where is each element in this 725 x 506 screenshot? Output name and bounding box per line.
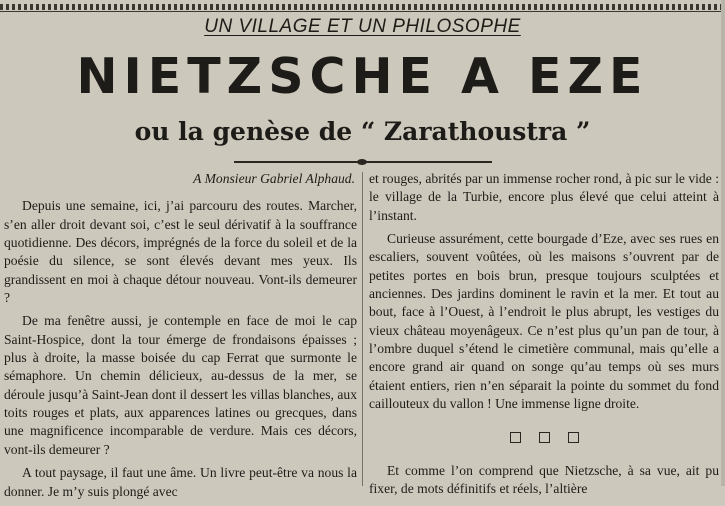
kicker-heading [0, 16, 725, 38]
paragraph: A tout paysage, il faut une âme. Un livre peut-être va nous la donner. Je m’y suis plongé avec [4, 465, 357, 499]
paragraph: Et comme l’on comprend que Nietzsche, à sa vue, ait pu fixer, de mots définitifs et réels, l’altière [369, 462, 719, 497]
ornament-center-dot [357, 159, 367, 165]
section-break-ornament [369, 427, 719, 445]
top-decorative-rule [0, 4, 725, 10]
paragraph: Depuis une semaine, ici, j’ai parcouru des routes. Marcher, s’en aller droit devant soi, c’est le seul dérivatif à la souffrance quotidienne. Des décors, imprégnés de la force du soleil et de la poésie du silence, se sont élevés devant mes yeux. Ils grandissent en moi à chaque détour nouveau. Vont-ils demeurer ? [4, 198, 357, 306]
page-edge [721, 0, 725, 486]
paragraph: et rouges, abrités par un immense rocher rond, à pic sur le vide : le village de la Turbie, encore plus élevé que celui atteint à l’instant. [369, 171, 719, 223]
square-ornament-icon [539, 432, 550, 443]
dedication: A Monsieur Gabriel Alphaud. [193, 171, 355, 186]
kicker-text: UN VILLAGE ET UN PHILOSOPHE [204, 16, 521, 37]
headline: NIETZSCHE A EZE [76, 48, 649, 105]
title-ornament-divider [234, 159, 492, 165]
article-column-left [4, 170, 357, 506]
paragraph: De ma fenêtre aussi, je contemple en face de moi le cap Saint-Hospice, dont la tour émerge de frondaisons épaisses ; plus à droite, la masse boisée du cap Ferrat que surmonte le sémaphore. Un chemin délicieux, au-dessus de la mer, se déroule jusqu’à Saint-Jean dont il dessert les villas blanches, aux toits rouges et plats, aux apparences latines ou grecques, dans une magnificence incomparable de verdure. Mais ces décors, vont-ils demeurer ? [4, 313, 357, 457]
column-divider [362, 172, 363, 486]
paragraph: Curieuse assurément, cette bourgade d’Eze, avec ses rues en escaliers, souvent voûtées, où les maisons s’ouvrent par de petites portes en bois brun, presque toujours sculptées et anciennes. Des jardins dominent le ravin et la mer. Et tout au bout, face à l’Ouest, à l’endroit le plus abrupt, les vestiges du vieux château moyenâgeux. Ce n’est plus qu’un pan de tour, à l’ombre duquel s’étend le cimetière communal, mais qu’elle a encore grand air quand on songe qu’au temps où ses murs étaient entiers, rien n’en séparait la pointe du sommet du fond caillouteux du vallon ! Une immense ligne droite. [369, 231, 719, 412]
subheadline: ou la genèse de “ Zarathoustra ” [134, 117, 591, 146]
article-column-right [369, 170, 719, 504]
square-ornament-icon [510, 432, 521, 443]
square-ornament-icon [568, 432, 579, 443]
